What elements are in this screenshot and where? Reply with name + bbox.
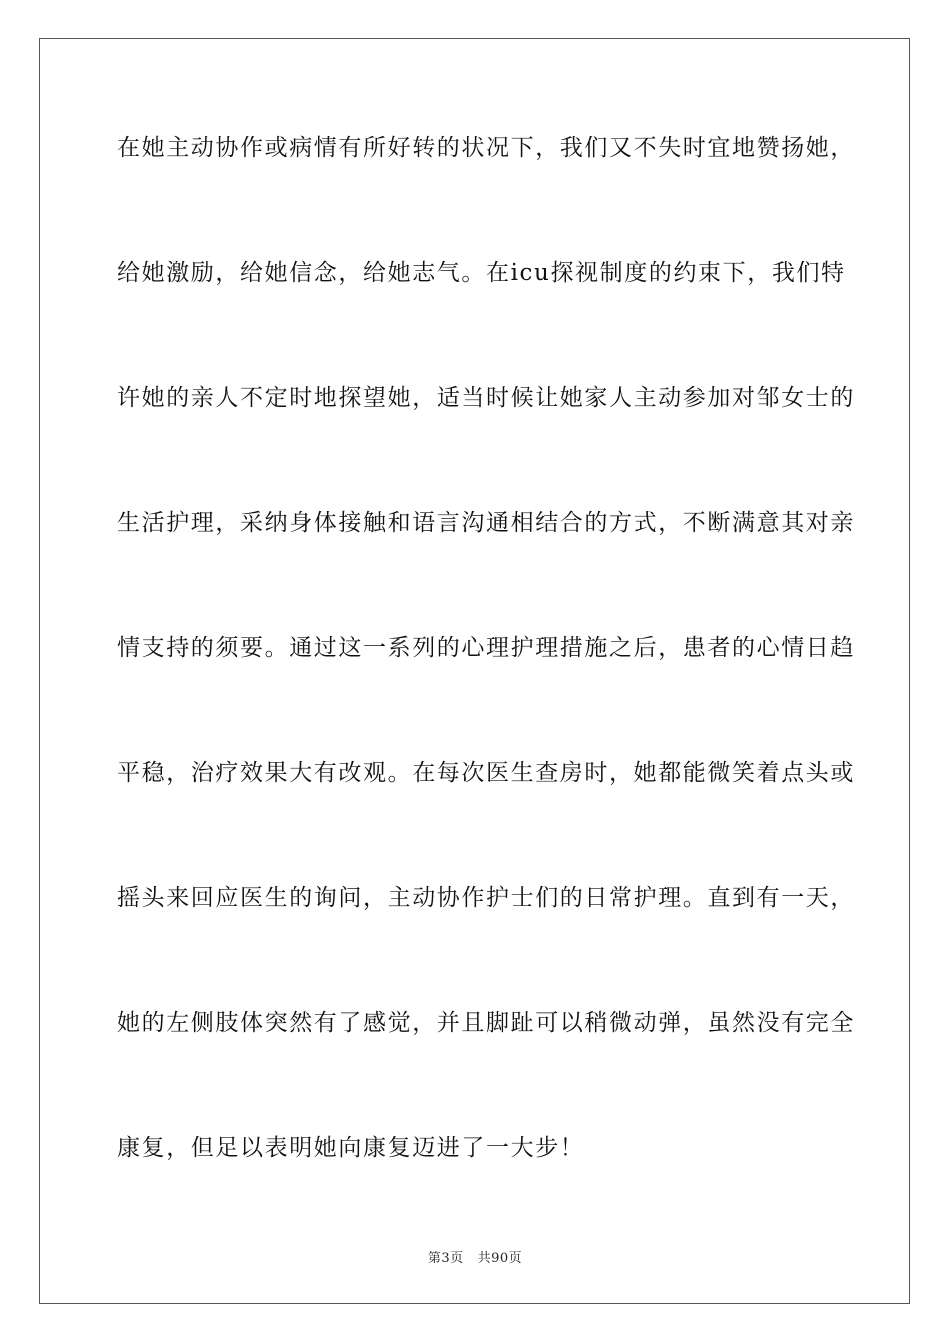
footer-spacer — [464, 1251, 478, 1266]
text-line: 给她激励，给她信念，给她志气。在icu探视制度的约束下，我们特 — [117, 260, 846, 286]
text-line: 康复，但足以表明她向康复迈进了一大步！ — [117, 1135, 585, 1161]
text-line: 许她的亲人不定时地探望她，适当时候让她家人主动参加对邹女士的 — [117, 385, 855, 411]
page-total: 共90页 — [477, 1251, 523, 1266]
document-body — [117, 128, 855, 1253]
text-line: 摇头来回应医生的询问，主动协作护士们的日常护理。直到有一天， — [117, 885, 855, 911]
text-line: 平稳，治疗效果大有改观。在每次医生查房时，她都能微笑着点头或 — [117, 760, 855, 786]
text-line: 她的左侧肢体突然有了感觉，并且脚趾可以稍微动弹，虽然没有完全 — [117, 1010, 855, 1036]
page-footer — [0, 1247, 950, 1266]
page-number: 第3页 — [427, 1251, 464, 1266]
text-line: 生活护理，采纳身体接触和语言沟通相结合的方式，不断满意其对亲 — [117, 510, 855, 536]
text-line: 情支持的须要。通过这一系列的心理护理措施之后，患者的心情日趋 — [117, 635, 855, 661]
text-line: 在她主动协作或病情有所好转的状况下，我们又不失时宜地赞扬她， — [117, 135, 855, 161]
